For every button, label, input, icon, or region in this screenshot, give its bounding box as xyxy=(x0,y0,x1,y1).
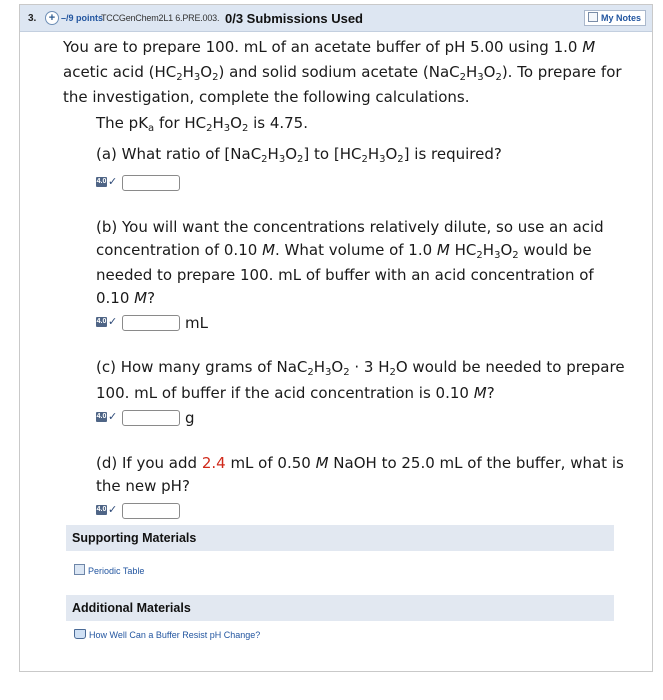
part-b-line-3: needed to prepare 100. mL of buffer with an acid concentration of xyxy=(96,266,594,284)
part-b-answer-input[interactable] xyxy=(122,315,180,331)
points-label: –/9 points xyxy=(61,13,104,23)
part-c-unit: g xyxy=(185,409,195,427)
buffer-resist-link[interactable]: How Well Can a Buffer Resist pH Change? xyxy=(74,629,260,640)
question-number: 3. xyxy=(28,13,37,24)
part-b-line-2: concentration of 0.10 M. What volume of 1.0 M $HC_2H_3O_2$ would be xyxy=(96,241,592,261)
answer-format-badge[interactable]: 4.0 xyxy=(96,506,107,513)
part-d-line-2: the new pH? xyxy=(96,477,190,495)
question-code: TCCGenChem2L1 6.PRE.003. xyxy=(101,13,220,23)
question-header xyxy=(20,5,652,32)
supporting-materials-header: Supporting Materials xyxy=(66,525,614,551)
part-d-line-1: (d) If you add 2.4 mL of 0.50 M NaOH to 25.0 mL of the buffer, what is xyxy=(96,454,624,472)
part-c-line-2: 100. mL of buffer if the acid concentration is 0.10 M? xyxy=(96,384,495,402)
check-icon[interactable]: ✓ xyxy=(108,503,118,516)
part-a-question: (a) What ratio of $[NaC_2H_3O_2]$ to $[HC_2H_3O_2]$ is required? xyxy=(96,145,502,165)
part-c-line-1: (c) How many grams of $NaC_2H_3O_2 \cdot 3$ $H_2O$ would be needed to prepare xyxy=(96,358,625,378)
notes-icon xyxy=(588,12,598,22)
supporting-materials-body xyxy=(66,551,614,591)
book-icon xyxy=(74,629,86,639)
intro-line-3: the investigation, complete the following calculations. xyxy=(63,88,470,106)
expand-icon[interactable]: + xyxy=(45,11,59,25)
part-b-line-4: 0.10 M? xyxy=(96,289,156,307)
my-notes-label: My Notes xyxy=(600,13,641,23)
part-d-answer-input[interactable] xyxy=(122,503,180,519)
document-icon xyxy=(74,564,85,575)
check-icon[interactable]: ✓ xyxy=(108,175,118,188)
answer-format-badge[interactable]: 4.0 xyxy=(96,178,107,185)
part-b-unit: mL xyxy=(185,314,208,332)
highlighted-value: 2.4 xyxy=(201,454,226,472)
my-notes-button[interactable] xyxy=(584,10,646,26)
answer-format-badge[interactable]: 4.0 xyxy=(96,318,107,325)
intro-line-1: You are to prepare 100. mL of an acetate buffer of pH 5.00 using 1.0 M xyxy=(63,38,596,56)
periodic-table-link[interactable]: Periodic Table xyxy=(74,564,144,576)
check-icon[interactable]: ✓ xyxy=(108,410,118,423)
intro-line-2: acetic acid $(HC_2H_3O_2)$ and solid sodium acetate $(NaC_2H_3O_2)$. To prepare for xyxy=(63,63,622,83)
additional-materials-header: Additional Materials xyxy=(66,595,614,621)
check-icon[interactable]: ✓ xyxy=(108,315,118,328)
submissions-used: 0/3 Submissions Used xyxy=(225,11,363,26)
part-a-answer-input[interactable] xyxy=(122,175,180,191)
pka-statement: The $pK_a$ for $HC_2H_3O_2$ is 4.75. xyxy=(96,114,308,134)
part-c-answer-input[interactable] xyxy=(122,410,180,426)
part-b-line-1: (b) You will want the concentrations relatively dilute, so use an acid xyxy=(96,218,604,236)
answer-format-badge[interactable]: 4.0 xyxy=(96,413,107,420)
